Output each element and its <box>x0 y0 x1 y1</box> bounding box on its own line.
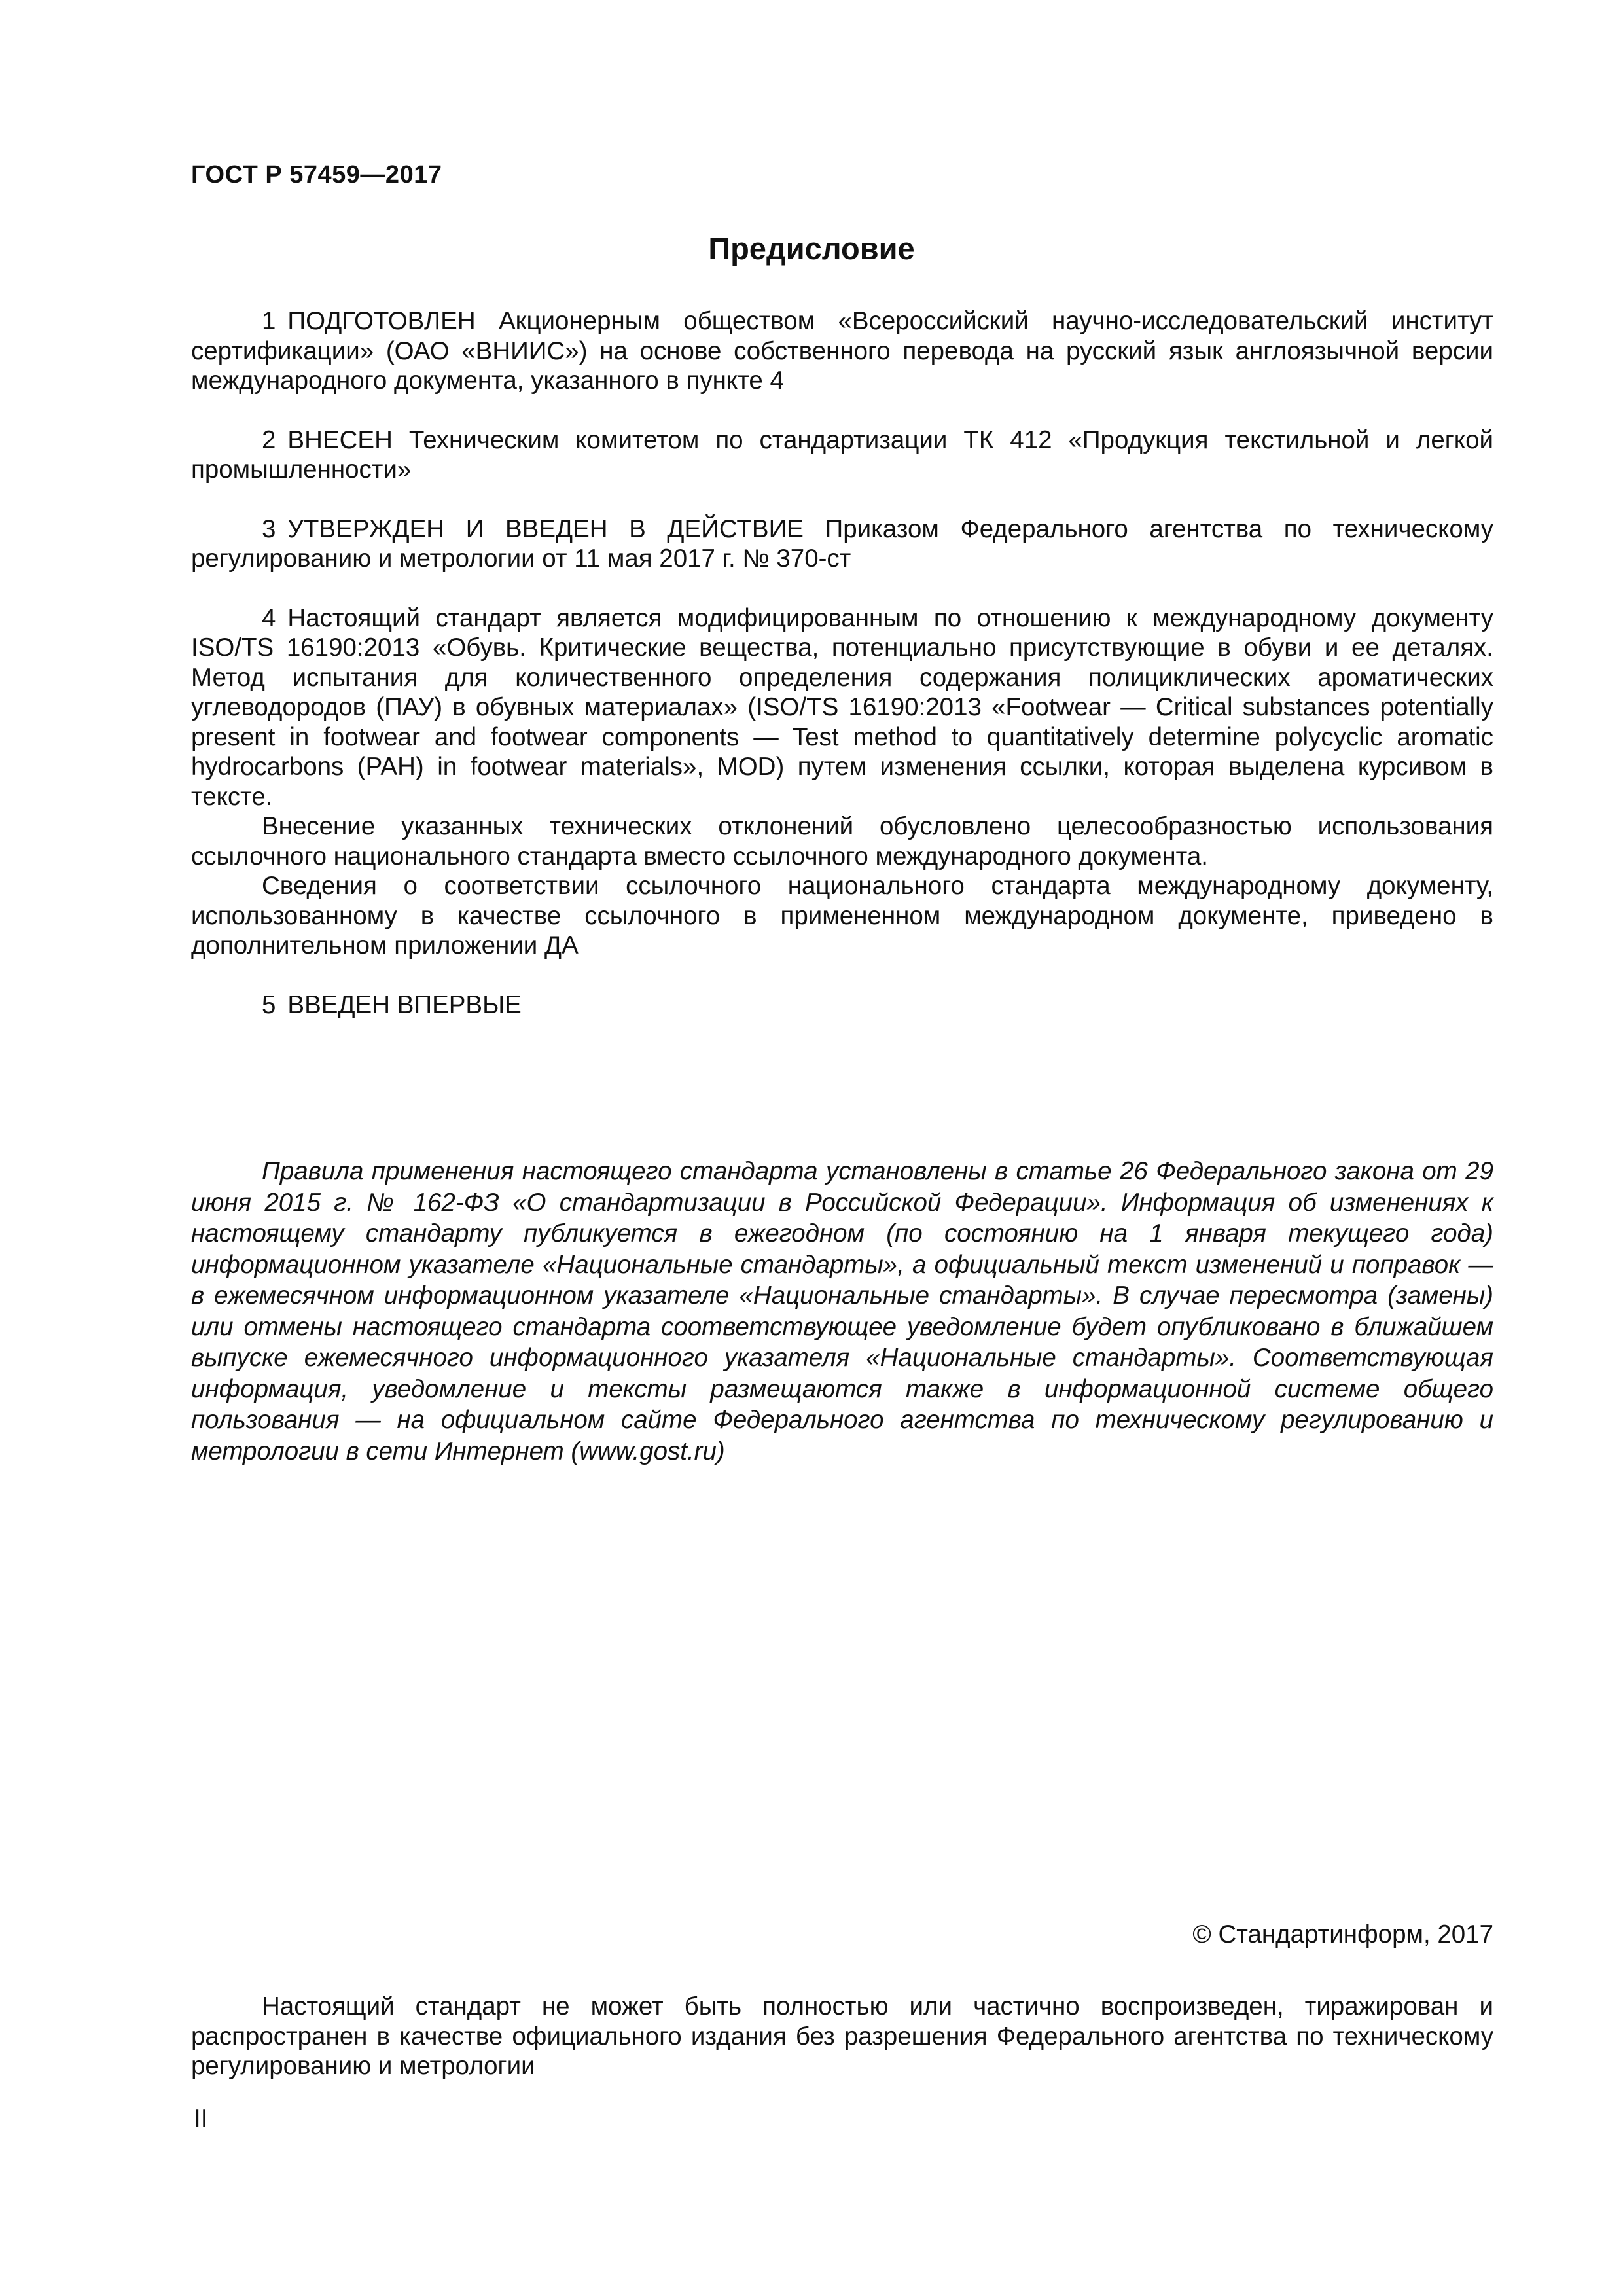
item-text: ВНЕСЕН Техническим комитетом по стандартизации ТК 412 «Продукция текстильной и легкой промышленности» <box>191 425 1493 484</box>
reproduction-notice <box>191 1992 1493 2081</box>
foreword-content <box>191 306 1493 1020</box>
item-text: Настоящий стандарт является модифицированным по отношению к международному документу ISO/TS 16190:2013 «Обувь. Критические вещества, потенциально присутствующие в обуви и ее деталях. Метод испытания для количественного определения содержания полициклических ароматических углеводородов (ПАУ) в обувных материалах» (ISO/TS 16190:2013 «Footwear — Critical substances potentially present in footwear and footwear components — Test method to quantitatively determine polycyclic aromatic hydrocarbons (PAH) in footwear materials», MOD) путем изменения ссылки, которая выделена курсивом в тексте. <box>191 603 1493 811</box>
item-number: 3 <box>262 514 276 543</box>
item-text: ПОДГОТОВЛЕН Акционерным обществом «Всероссийский научно-исследовательский институт сертификации» (ОАО «ВНИИС») на основе собственного перевода на русский язык англоязычной версии международного документа, указанного в пункте 4 <box>191 307 1493 395</box>
item-number: 1 <box>262 307 276 335</box>
foreword-item-3 <box>191 514 1493 574</box>
foreword-item-2 <box>191 425 1493 485</box>
item-text: УТВЕРЖДЕН И ВВЕДЕН В ДЕЙСТВИЕ Приказом Федерального агентства по техническому регулированию и метрологии от 11 мая 2017 г. № 370-ст <box>191 514 1493 573</box>
foreword-item-5 <box>191 990 1493 1020</box>
page-title: Предисловие <box>708 231 915 266</box>
page-number: II <box>194 2105 208 2133</box>
item-text: ВВЕДЕН ВПЕРВЫЕ <box>287 990 522 1019</box>
item-number: 4 <box>262 603 276 632</box>
copyright-notice: © Стандартинформ, 2017 <box>1192 1920 1493 1948</box>
reproduction-notice-text: Настоящий стандарт не может быть полностью или частично воспроизведен, тиражирован и распространен в качестве официального издания без разрешения Федерального агентства по техническому регулированию и метрологии <box>191 1992 1493 2080</box>
foreword-item-4 <box>191 603 1493 961</box>
item-number: 2 <box>262 425 276 454</box>
item-extra-paragraph: Внесение указанных технических отклонений обусловлено целесообразностью использования ссылочного национального стандарта вместо ссылочного международного документа. <box>191 812 1493 870</box>
item-number: 5 <box>262 990 276 1019</box>
item-extra-paragraph: Сведения о соответствии ссылочного национального стандарта международному документу, использованному в качестве ссылочного в примененном международном документе, приведено в дополнительном приложении ДА <box>191 872 1493 960</box>
standard-designation: ГОСТ Р 57459—2017 <box>191 161 442 188</box>
rules-notice-text: Правила применения настоящего стандарта установлены в статье 26 Федерального закона от 29 июня 2015 г. № 162-ФЗ «О стандартизации в Российской Федерации». Информация об изменениях к настоящему стандарту публикуется в ежегодном (по состоянию на 1 января текущего года) информационном указателе «Национальные стандарты», а официальный текст изменений и поправок — в ежемесячном информационном указателе «Национальные стандарты». В случае пересмотра (замены) или отмены настоящего стандарта соответствующее уведомление будет опубликовано в ближайшем выпуске ежемесячного информационного указателя «Национальные стандарты». Соответствующая информация, уведомление и тексты размещаются также в информационной системе общего пользования — на официальном сайте Федерального агентства по техническому регулированию и метрологии в сети Интернет (www.gost.ru) <box>191 1157 1493 1465</box>
foreword-item-1 <box>191 306 1493 396</box>
rules-notice <box>191 1156 1493 1467</box>
